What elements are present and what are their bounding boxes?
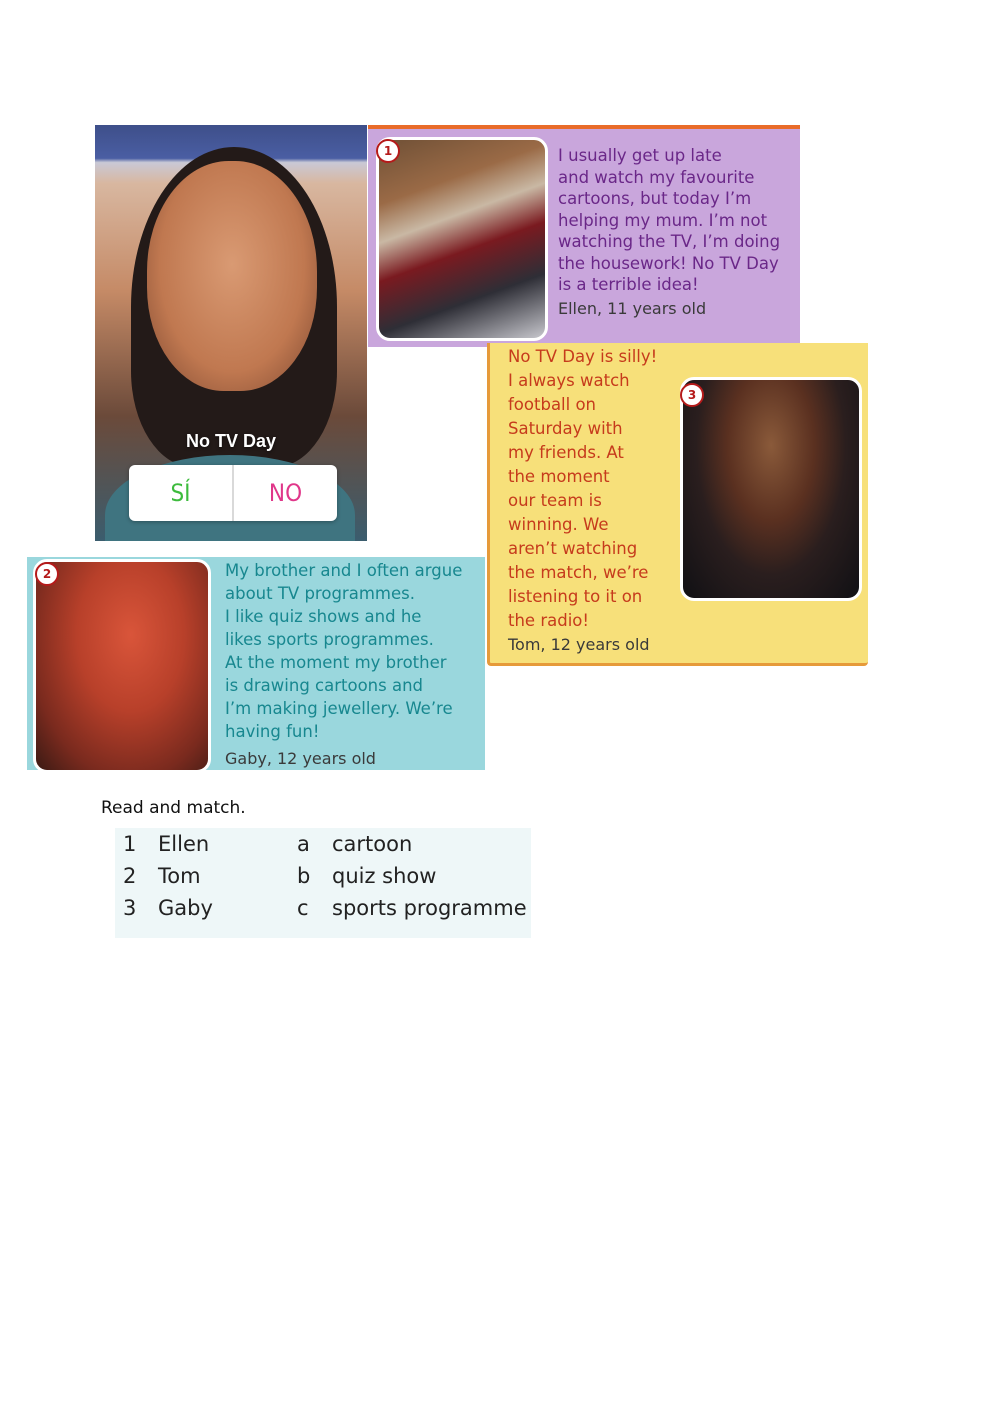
ellen-photo — [376, 137, 548, 341]
tom-line: listening to it on — [508, 587, 643, 606]
ellen-line: watching the TV, I’m doing — [558, 232, 781, 251]
tom-line: football on — [508, 395, 597, 414]
gaby-line: I like quiz shows and he — [225, 607, 422, 626]
gaby-line: My brother and I often argue — [225, 561, 463, 580]
tom-card — [487, 343, 868, 666]
ellen-card — [368, 125, 800, 347]
match-table — [115, 828, 531, 938]
poll-card — [95, 125, 367, 541]
tom-line: the match, we’re — [508, 563, 649, 582]
match-letter: c — [297, 896, 309, 920]
gaby-line: having fun! — [225, 722, 320, 741]
match-letter: a — [297, 832, 310, 856]
gaby-line: about TV programmes. — [225, 584, 415, 603]
ellen-line: I usually get up late — [558, 146, 722, 165]
match-name: Tom — [158, 864, 201, 888]
gaby-line: At the moment my brother — [225, 653, 447, 672]
ellen-text — [558, 145, 793, 296]
tom-line: winning. We — [508, 515, 609, 534]
gaby-photo — [33, 559, 211, 773]
gaby-line: likes sports programmes. — [225, 630, 434, 649]
poll-title: No TV Day — [185, 431, 277, 451]
tom-line: our team is — [508, 491, 602, 510]
match-name: Gaby — [158, 896, 213, 920]
match-number: 3 — [123, 896, 137, 920]
gaby-line: I’m making jewellery. We’re — [225, 699, 453, 718]
exercise-instruction: Read and match. — [101, 798, 246, 818]
poll-option-no[interactable]: NO — [268, 479, 303, 507]
match-name: Ellen — [158, 832, 210, 856]
gaby-text — [225, 559, 483, 743]
match-letter: b — [297, 864, 311, 888]
ellen-line: helping my mum. I’m not — [558, 210, 768, 230]
poll-option-yes[interactable]: SÍ — [170, 479, 191, 507]
tom-line: the moment — [508, 467, 610, 486]
tom-line: my friends. At — [508, 443, 624, 462]
ellen-line: is a terrible idea! — [558, 275, 699, 294]
tom-text — [508, 345, 688, 633]
ellen-number-badge: 1 — [376, 139, 400, 163]
ellen-line: cartoons, but today I’m — [558, 189, 752, 208]
match-item: sports programme — [332, 896, 527, 920]
poll-options — [129, 465, 337, 521]
tom-line: No TV Day is silly! — [508, 347, 658, 366]
match-row — [115, 896, 531, 928]
ellen-line: and watch my favourite — [558, 167, 755, 187]
tom-line: I always watch — [508, 371, 630, 390]
match-row — [115, 864, 531, 896]
tom-photo — [680, 377, 862, 601]
tom-line: the radio! — [508, 611, 589, 630]
gaby-line: is drawing cartoons and — [225, 676, 424, 695]
ellen-line: the housework! No TV Day — [558, 253, 779, 273]
gaby-number-badge: 2 — [35, 562, 59, 586]
ellen-signature: Ellen, 11 years old — [558, 299, 707, 318]
tom-line: aren’t watching — [508, 539, 638, 558]
tom-signature: Tom, 12 years old — [508, 635, 650, 654]
gaby-card — [27, 557, 485, 770]
tom-number-badge: 3 — [680, 383, 704, 407]
match-row — [115, 832, 531, 864]
gaby-signature: Gaby, 12 years old — [225, 749, 376, 768]
match-number: 2 — [123, 864, 137, 888]
match-number: 1 — [123, 832, 137, 856]
poll-photo-face — [147, 161, 317, 391]
tom-line: Saturday with — [508, 419, 623, 438]
match-item: cartoon — [332, 832, 413, 856]
match-item: quiz show — [332, 864, 437, 888]
